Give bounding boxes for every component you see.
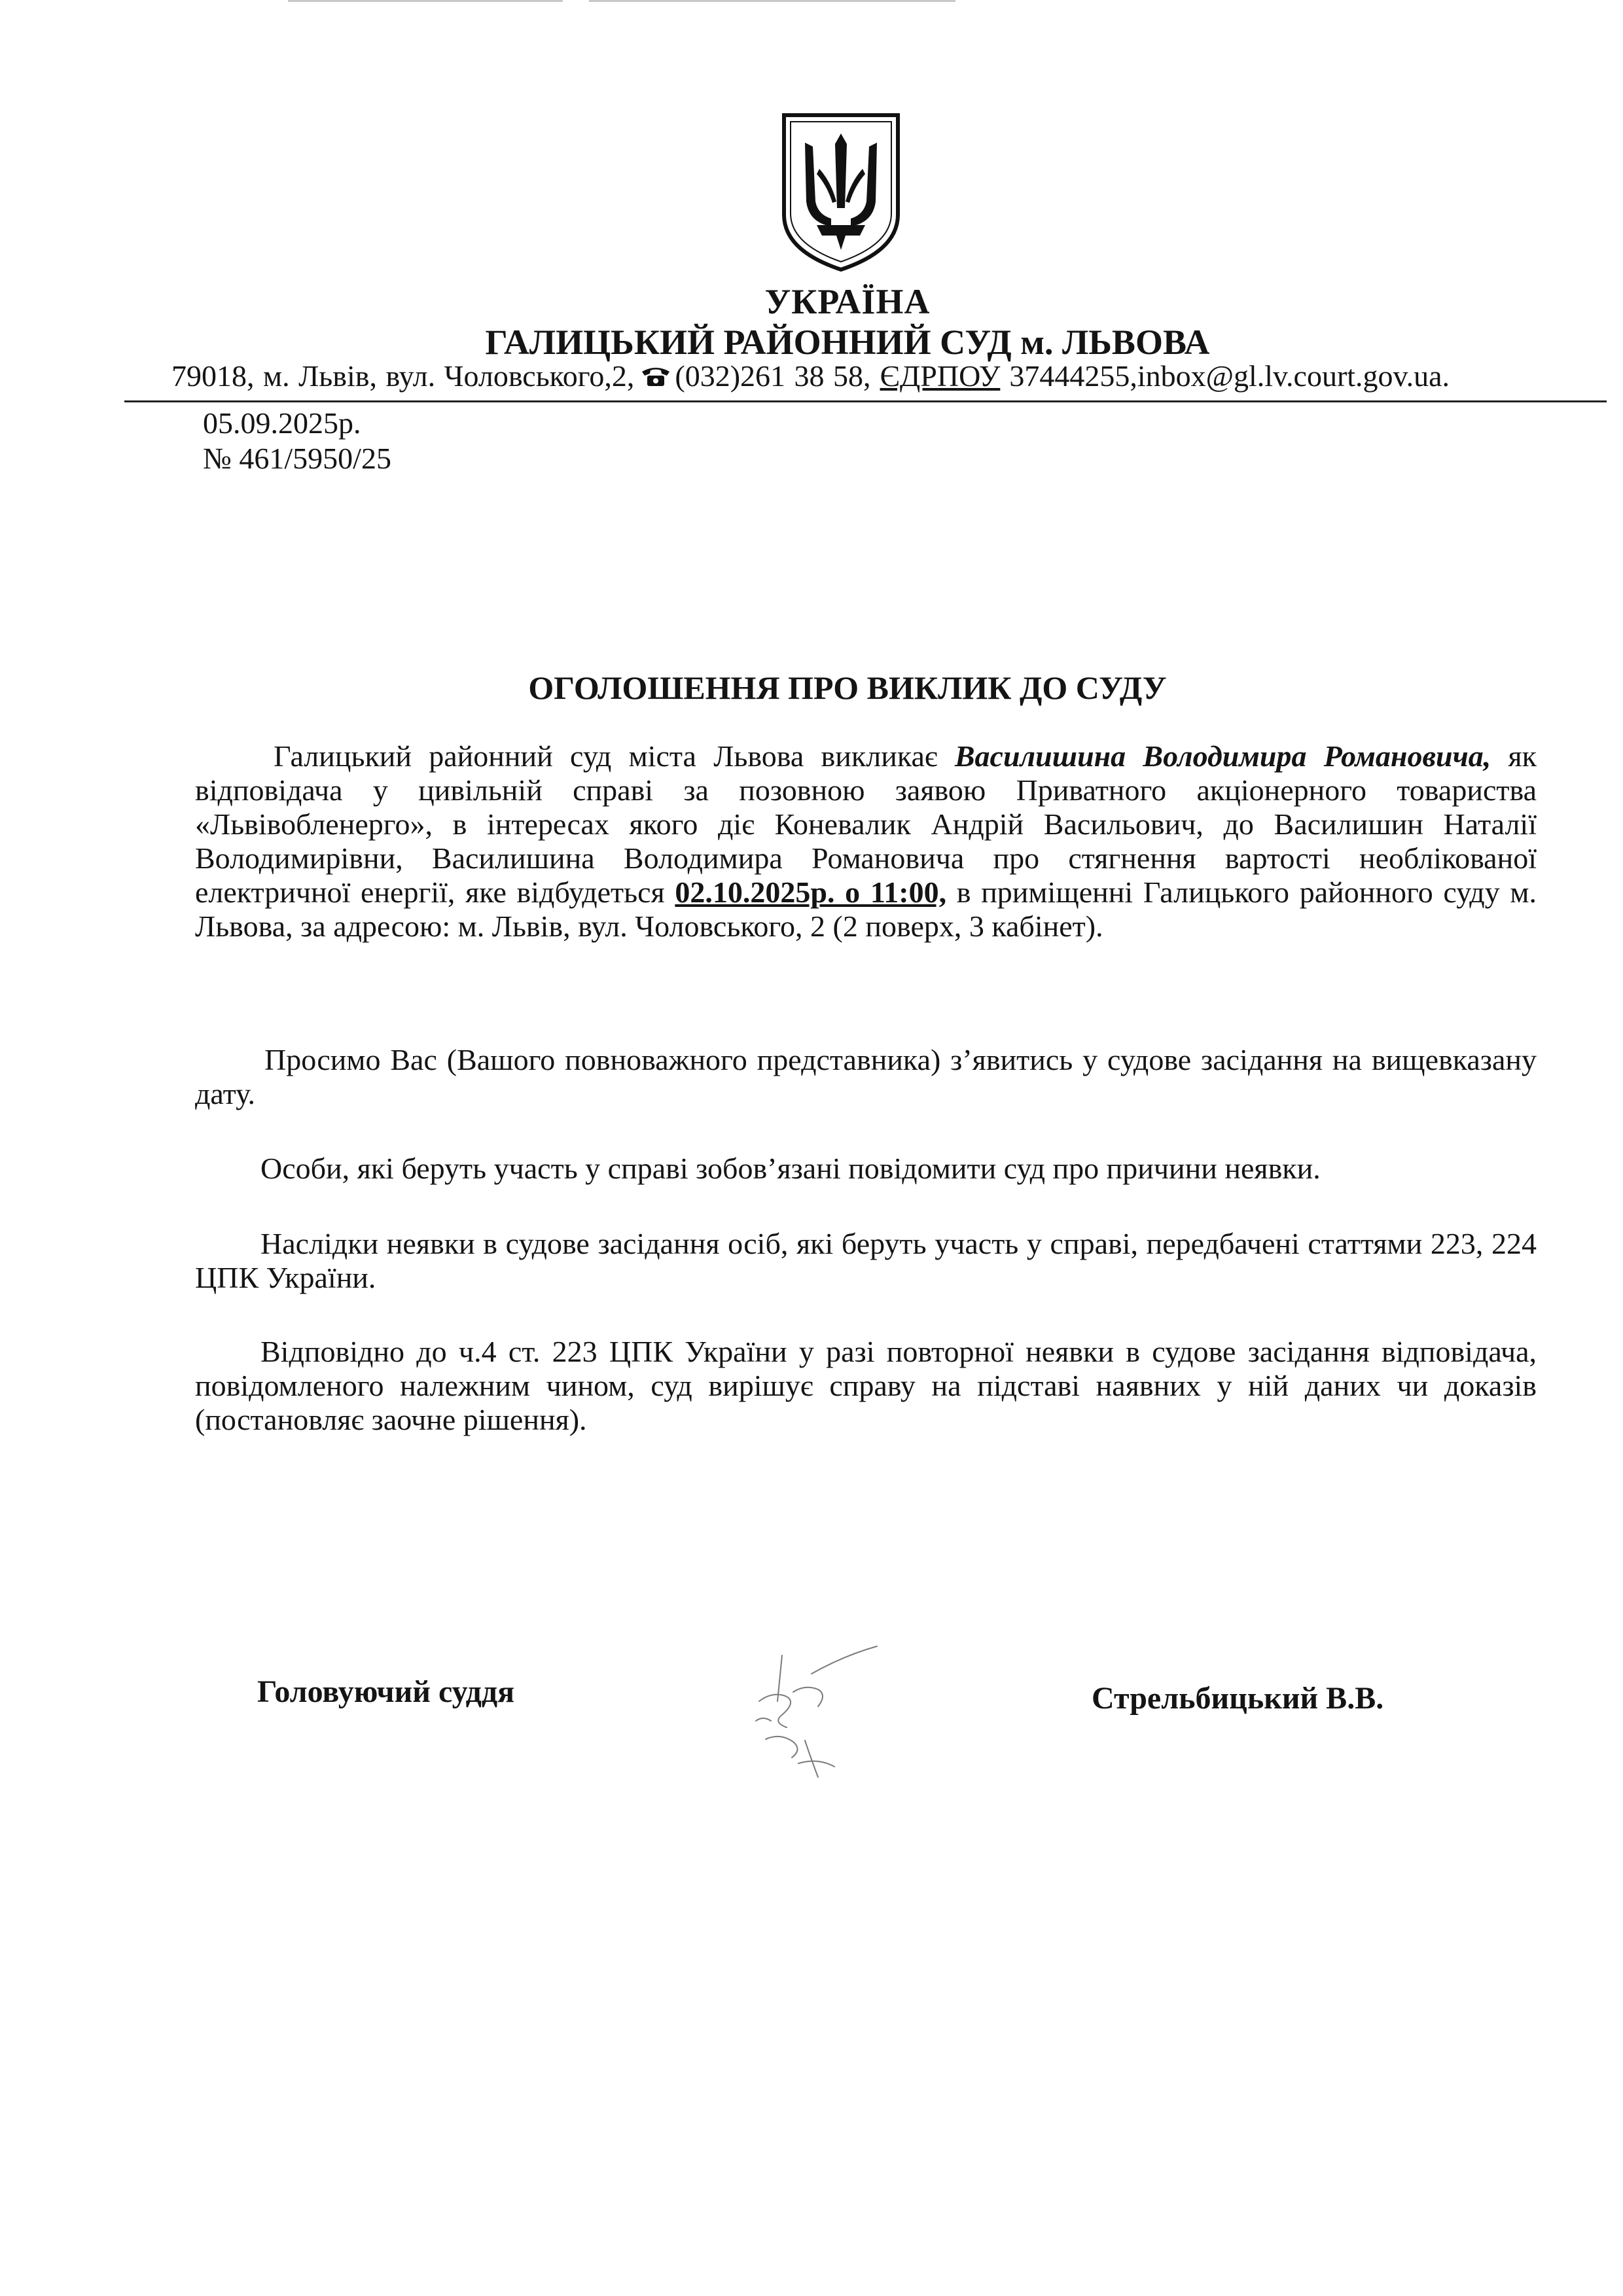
trident-coat-of-arms-icon	[779, 110, 903, 274]
header-court-name: ГАЛИЦЬКИЙ РАЙОННИЙ СУД м. ЛЬВОВА	[485, 323, 1210, 362]
phone-icon	[641, 365, 671, 387]
court-address-line	[171, 359, 1598, 393]
court-address: 79018, м. Львів, вул. Чоловського,2,	[171, 359, 635, 393]
document-date: 05.09.2025р.	[203, 406, 361, 440]
notify-paragraph	[195, 1152, 1537, 1186]
p1-start: Галицький районний суд міста Львова викликає	[274, 739, 955, 773]
p4-text: Наслідки неявки в судове засідання осіб, які беруть участь у справі, передбачені статтями 223, 224 ЦПК України.	[195, 1227, 1537, 1294]
p2-text: Просимо Вас (Вашого повноважного представника) з’явитись у судове засідання на вищевказану дату.	[195, 1043, 1537, 1110]
request-paragraph	[195, 1043, 1537, 1111]
hearing-datetime: 02.10.2025р. о 11:00,	[675, 875, 947, 909]
header-country: УКРАЇНА	[764, 282, 931, 321]
p5-text: Відповідно до ч.4 ст. 223 ЦПК України у разі повторної неявки в судове засідання відповідача, повідомленого належним чином, суд вирішує справу на підставі наявних у ній даних чи доказів (постановляє заочне рішення).	[195, 1335, 1537, 1436]
document-title: ОГОЛОШЕННЯ ПРО ВИКЛИК ДО СУДУ	[528, 669, 1167, 706]
legal-basis-paragraph	[195, 1335, 1537, 1437]
signatory-role: Головуючий суддя	[257, 1674, 515, 1709]
header-divider	[124, 400, 1607, 402]
defendant-name: Василишина Володимира Романовича,	[954, 739, 1491, 773]
scan-artifact	[288, 0, 563, 2]
scan-artifact	[589, 0, 955, 2]
handwritten-signature	[720, 1629, 942, 1793]
summons-paragraph	[195, 739, 1537, 944]
p3-text: Особи, які беруть участь у справі зобов’язані повідомити суд про причини неявки.	[260, 1152, 1321, 1185]
court-phone: (032)261 38 58,	[675, 359, 871, 393]
p1-end: в приміщенні Галицького районного суду м. Львова, за адресою: м. Львів, вул. Чоловського, 2 (2 поверх, 3 кабінет).	[195, 875, 1537, 943]
edrpou-and-email: 37444255,inbox@gl.lv.court.gov.ua.	[1009, 359, 1450, 393]
signatory-name: Стрельбицький В.В.	[1092, 1681, 1384, 1716]
case-number: № 461/5950/25	[203, 442, 391, 475]
p1-middle: як відповідача у цивільній справі за позовною заявою Приватного акціонерного товариства «Львівобленерго», в інтересах якого діє Коневалик Андрій Васильович, до Василишин Наталії Володимирівни, Василишина Володимира Романовича про стягнення вартості необлікованої електричної енергії, яке відбудеться	[195, 739, 1537, 909]
edrpou-label: ЄДРПОУ	[880, 359, 1001, 393]
consequences-paragraph	[195, 1227, 1537, 1295]
